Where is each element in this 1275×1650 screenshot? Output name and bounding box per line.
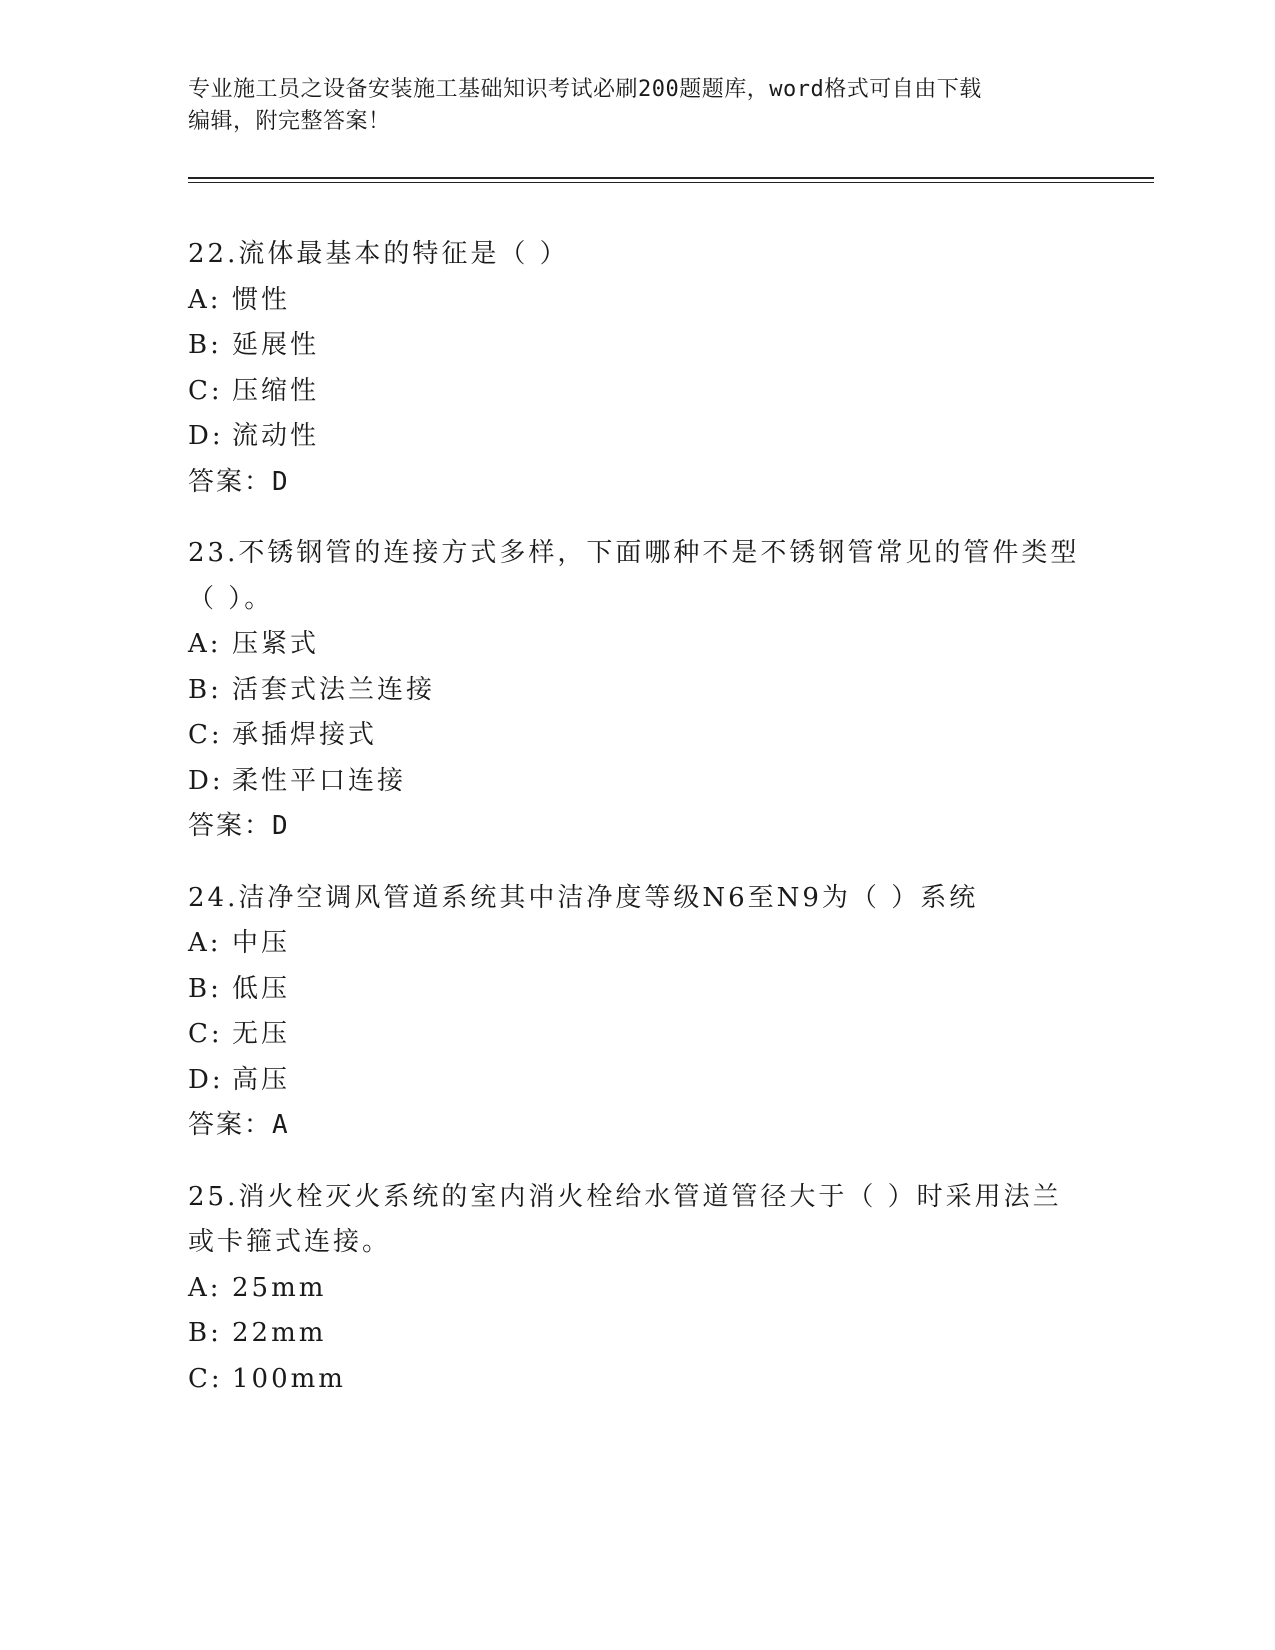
- question-stem-continued: （ ）。: [188, 583, 274, 614]
- option-c: [188, 713, 1088, 759]
- option-text: 低压: [232, 973, 291, 1004]
- answer-line: [188, 460, 1088, 506]
- question-stem: 23.不锈钢管的连接方式多样，下面哪种不是不锈钢管常见的管件类型: [188, 538, 1080, 568]
- option-text: 高压: [232, 1064, 291, 1095]
- option-text: 22mm: [232, 1318, 327, 1348]
- option-b: [188, 1311, 1088, 1357]
- option-text: 活套式法兰连接: [232, 674, 436, 705]
- question-22: [188, 232, 1088, 505]
- question-25: [188, 1175, 1088, 1403]
- option-text: 流动性: [232, 421, 320, 451]
- answer-line: [188, 804, 1088, 850]
- option-d: [188, 1058, 1088, 1104]
- option-c: [188, 1357, 1088, 1403]
- header-line-1: 专业施工员之设备安装施工基础知识考试必刷200题题库，word格式可自由下载: [188, 77, 982, 102]
- option-text: 压缩性: [232, 375, 320, 406]
- option-text: 柔性平口连接: [232, 765, 407, 796]
- answer-value: A: [272, 1110, 290, 1140]
- option-letter: A:: [188, 1272, 222, 1303]
- option-text: 承插焊接式: [232, 720, 378, 750]
- option-letter: C:: [188, 1019, 223, 1049]
- option-letter: C:: [188, 1363, 223, 1394]
- question-24: [188, 876, 1088, 1149]
- header-divider: [188, 177, 1154, 183]
- option-letter: D:: [188, 1064, 224, 1095]
- question-stem-continued: 或卡箍式连接。: [188, 1227, 392, 1257]
- option-a: [188, 278, 1088, 324]
- option-text: 压紧式: [232, 629, 320, 659]
- option-b: [188, 668, 1088, 714]
- answer-line: [188, 1103, 1088, 1149]
- question-list: [188, 232, 1088, 1428]
- header-line-2: 编辑，附完整答案！: [188, 109, 391, 134]
- answer-label: 答案：: [188, 466, 273, 497]
- option-letter: B:: [188, 1318, 222, 1348]
- option-letter: A:: [188, 284, 222, 315]
- option-text: 无压: [232, 1019, 291, 1049]
- option-b: [188, 967, 1088, 1013]
- option-c: [188, 369, 1088, 415]
- option-text: 中压: [232, 928, 291, 958]
- option-a: [188, 622, 1088, 668]
- option-a: [188, 921, 1088, 967]
- option-a: [188, 1266, 1088, 1312]
- question-23: [188, 531, 1088, 850]
- option-letter: D:: [188, 421, 224, 451]
- option-c: [188, 1012, 1088, 1058]
- answer-label: 答案：: [188, 811, 273, 841]
- option-letter: B:: [188, 674, 222, 705]
- question-stem: 22.流体最基本的特征是（ ）: [188, 239, 569, 269]
- option-letter: B:: [188, 330, 222, 360]
- document-header: [188, 74, 1088, 138]
- option-text: 延展性: [232, 330, 320, 360]
- question-stem: 25.消火栓灭火系统的室内消火栓给水管道管径大于（ ）时采用法兰: [188, 1181, 1062, 1212]
- option-text: 惯性: [232, 284, 291, 315]
- option-b: [188, 323, 1088, 369]
- option-d: [188, 414, 1088, 460]
- option-text: 25mm: [232, 1272, 327, 1303]
- option-letter: A:: [188, 629, 222, 659]
- option-text: 100mm: [232, 1363, 346, 1394]
- answer-value: D: [272, 811, 290, 841]
- option-letter: A:: [188, 928, 222, 958]
- answer-label: 答案：: [188, 1110, 273, 1140]
- option-letter: C:: [188, 720, 223, 750]
- question-stem: 24.洁净空调风管道系统其中洁净度等级N6至N9为（ ）系统: [188, 882, 979, 913]
- option-letter: C:: [188, 375, 223, 406]
- document-page: [188, 0, 1148, 1650]
- option-letter: D:: [188, 765, 224, 796]
- option-d: [188, 759, 1088, 805]
- answer-value: D: [272, 466, 290, 497]
- option-letter: B:: [188, 973, 222, 1004]
